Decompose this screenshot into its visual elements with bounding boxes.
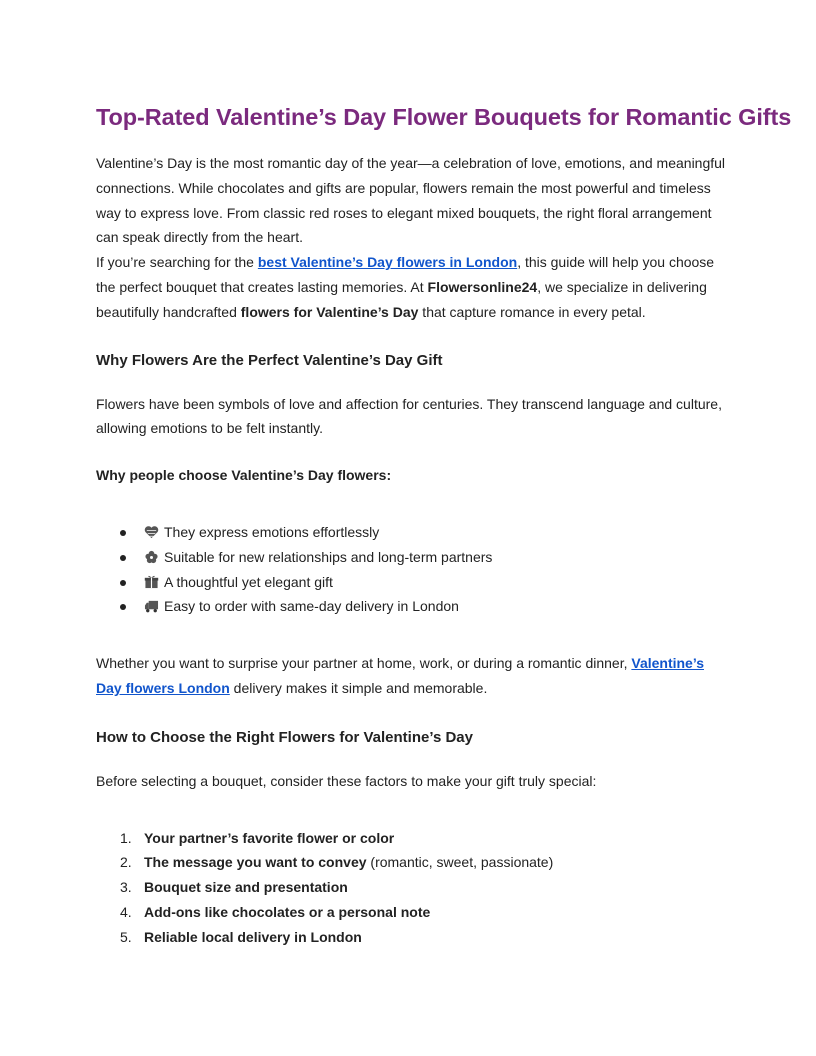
list-item-bold: The message you want to convey <box>144 854 367 871</box>
section-paragraph: Flowers have been symbols of love and affection for centuries. They transcend language and culture, allowing emotions to be felt instantly. <box>96 395 722 437</box>
list-number: 2. <box>120 854 132 871</box>
intro-text-mid2: , we specialize in delivering beautifully handcrafted <box>96 278 707 320</box>
factors-list <box>96 826 726 950</box>
list-item-bold: Your partner’s favorite flower or color <box>144 829 395 846</box>
valentines-flowers-london-link[interactable]: Valentine’s Day flowers London <box>96 655 704 696</box>
list-item <box>96 875 726 900</box>
list-item <box>96 900 726 925</box>
page-title: Top-Rated Valentine’s Day Flower Bouquets for Romantic Gifts <box>96 104 792 130</box>
list-item <box>96 594 726 619</box>
delivery-truck-icon <box>144 599 159 613</box>
gift-icon <box>144 575 159 589</box>
list-item <box>96 520 726 545</box>
bullet-dot <box>120 604 126 610</box>
document-page <box>96 100 792 950</box>
intro-bold-phrase: flowers for Valentine’s Day <box>240 303 419 320</box>
list-item <box>96 570 726 595</box>
list-item-bold: Reliable local delivery in London <box>144 928 362 945</box>
list-item-text: A thoughtful yet elegant gift <box>164 573 333 590</box>
list-item <box>96 826 726 851</box>
list-item <box>96 925 726 950</box>
section-heading-how-to-choose: How to Choose the Right Flowers for Valentine’s Day <box>96 728 473 746</box>
bullet-dot <box>120 530 126 536</box>
list-number: 4. <box>120 903 132 920</box>
list-item-text: Easy to order with same-day delivery in London <box>164 598 459 615</box>
closing-text-start: Whether you want to surprise your partner at home, work, or during a romantic dinner, <box>96 655 632 672</box>
list-item-text: (romantic, sweet, passionate) <box>366 854 554 871</box>
reasons-list <box>96 520 726 619</box>
intro-paragraph: Valentine’s Day is the most romantic day of the year—a celebration of love, emotions, and meaningful connections. While chocolates and gifts are popular, flowers remain the most powerful and timeless way to express love. From classic red roses to elegant mixed bouquets, the right floral arrangement can speak directly from the heart. <box>96 155 726 246</box>
intro-text-end: that capture romance in every petal. <box>418 303 646 320</box>
list-item-text: They express emotions effortlessly <box>164 523 380 540</box>
closing-text-end: delivery makes it simple and memorable. <box>229 679 488 696</box>
flower-icon <box>144 550 159 564</box>
section-subheading: Why people choose Valentine’s Day flowers: <box>96 467 392 484</box>
best-valentines-flowers-link[interactable]: best Valentine’s Day flowers in London <box>257 254 518 271</box>
list-number: 5. <box>120 928 132 945</box>
bullet-dot <box>120 555 126 561</box>
list-item-bold: Add-ons like chocolates or a personal note <box>144 903 431 920</box>
intro-text-middle: , this guide will help you choose the perfect bouquet that creates lasting memories. At <box>96 254 715 295</box>
list-item <box>96 545 726 570</box>
list-item-text: Suitable for new relationships and long-term partners <box>164 548 493 565</box>
list-number: 3. <box>120 879 132 896</box>
heart-icon <box>144 525 159 539</box>
intro-text-start: If you’re searching for the <box>96 254 258 271</box>
bullet-dot <box>120 580 126 586</box>
list-item <box>96 850 726 875</box>
list-item-bold: Bouquet size and presentation <box>144 879 348 896</box>
brand-name: Flowersonline24 <box>427 278 538 295</box>
section-heading-why-flowers: Why Flowers Are the Perfect Valentine’s Day Gift <box>96 351 443 369</box>
closing-paragraph <box>96 651 726 701</box>
intro-paragraph-2 <box>96 250 726 324</box>
section-paragraph: Before selecting a bouquet, consider these factors to make your gift truly special: <box>96 772 597 789</box>
list-number: 1. <box>120 829 132 846</box>
